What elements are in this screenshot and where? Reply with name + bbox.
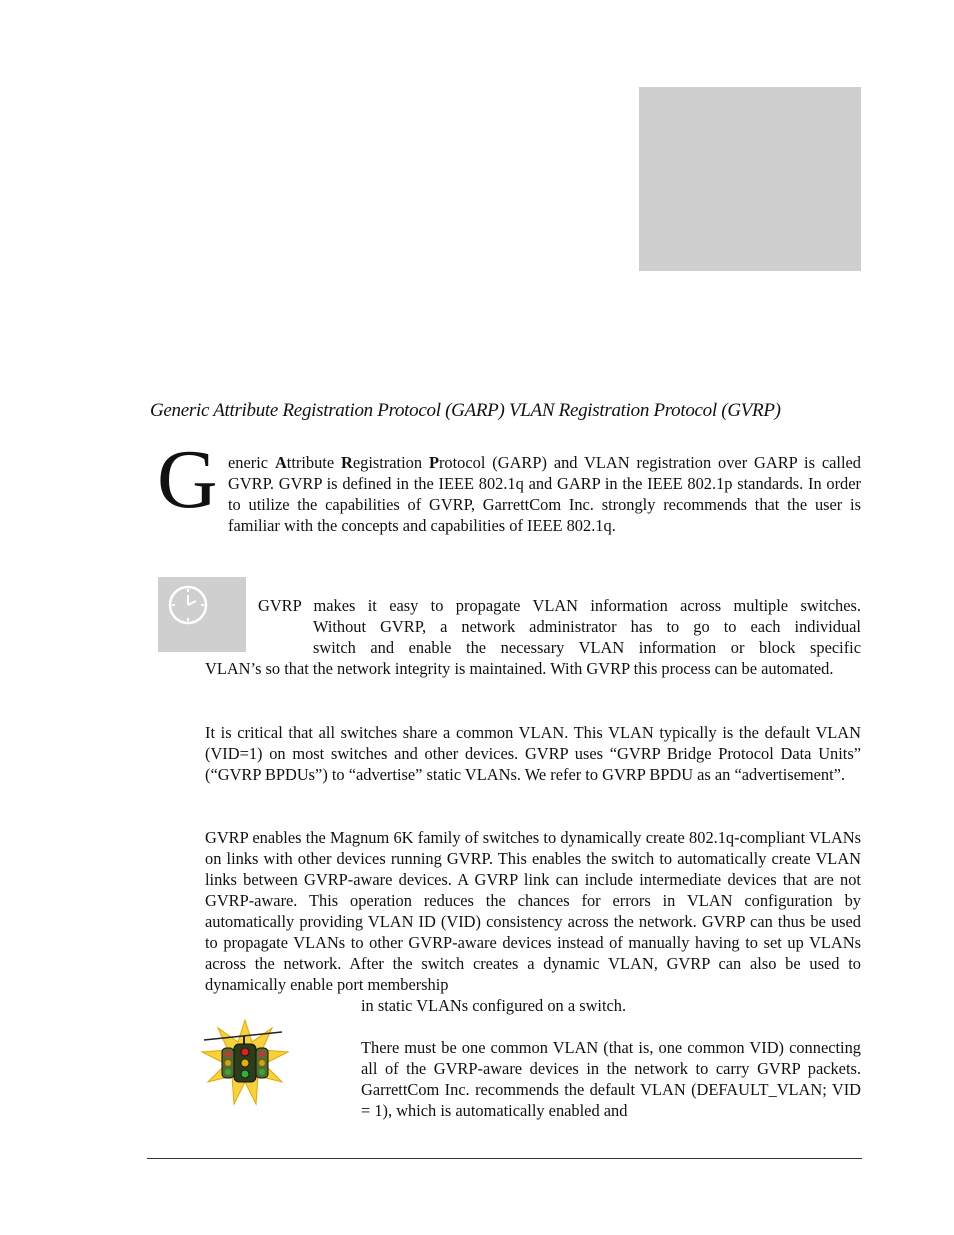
note-line: switch and enable the necessary VLAN information or block specific (313, 638, 861, 657)
intro-part: R (341, 453, 353, 472)
traffic-light-icon (200, 1018, 290, 1106)
section-title: Generic Attribute Registration Protocol (GARP) VLAN Registration Protocol (GVRP) (150, 400, 781, 421)
gvrp-description-paragraph (205, 827, 861, 1016)
common-vlan-paragraph: It is critical that all switches share a common VLAN. This VLAN typically is the default VLAN (VID=1) on most switches and other devices. GVRP uses “GVRP Bridge Protocol Data Units” (“GVRP BPDUs”) to “advertise” static VLANs. We refer to GVRP BPDU as an “advertisement”. (205, 723, 861, 784)
note-line: GVRP makes it easy to propagate VLAN information across multiple switches. (258, 596, 861, 615)
paragraph-body: GVRP enables the Magnum 6K family of switches to dynamically create 802.1q-compliant VLANs on links with other devices running GVRP. This enables the switch to automatically create VLAN links between GVRP-aware devices. A GVRP link can include intermediate devices that are not GVRP-aware. This operation reduces the chances for errors in VLAN configuration by automatically providing VLAN ID (VID) consistency across the network. GVRP can thus be used to propagate VLANs to other GVRP-aware devices instead of manually having to set up VLANs across the network. After the switch creates a dynamic VLAN, GVRP can also be used to dynamically enable port membership (205, 828, 861, 994)
intro-part: egistration (352, 453, 429, 472)
paragraph-last-line: in static VLANs configured on a switch. (361, 996, 627, 1015)
intro-part: A (274, 453, 287, 472)
note-paragraph (205, 595, 861, 679)
note-line: Without GVRP, a network administrator has to go to each individual (313, 617, 861, 636)
intro-part: eneric (228, 453, 275, 472)
footer-rule (147, 1158, 862, 1159)
drop-cap: G (157, 433, 218, 526)
warning-paragraph: There must be one common VLAN (that is, one common VID) connecting all of the GVRP-aware devices in the network to carry GVRP packets. GarrettCom Inc. recommends the default VLAN (DEFAULT_VLAN; VID = 1), which is automatically enabled and (361, 1038, 861, 1120)
clock-icon (166, 583, 210, 627)
intro-part: P (428, 453, 439, 472)
chapter-tab-block (639, 87, 861, 271)
intro-part: ttribute (286, 453, 342, 472)
intro-paragraph (228, 452, 861, 536)
note-line: VLAN’s so that the network integrity is maintained. With GVRP this process can be automated. (205, 659, 834, 678)
intro-part: rotocol (GARP) and VLAN registration over GARP is called GVRP. GVRP is defined in the IEEE 802.1q and GARP in the IEEE 802.1p standards. In order to utilize the capabilities of GVRP, GarrettCom Inc. strongly recommends that the user is familiar with the concepts and capabilities of IEEE 802.1q. (228, 453, 862, 535)
